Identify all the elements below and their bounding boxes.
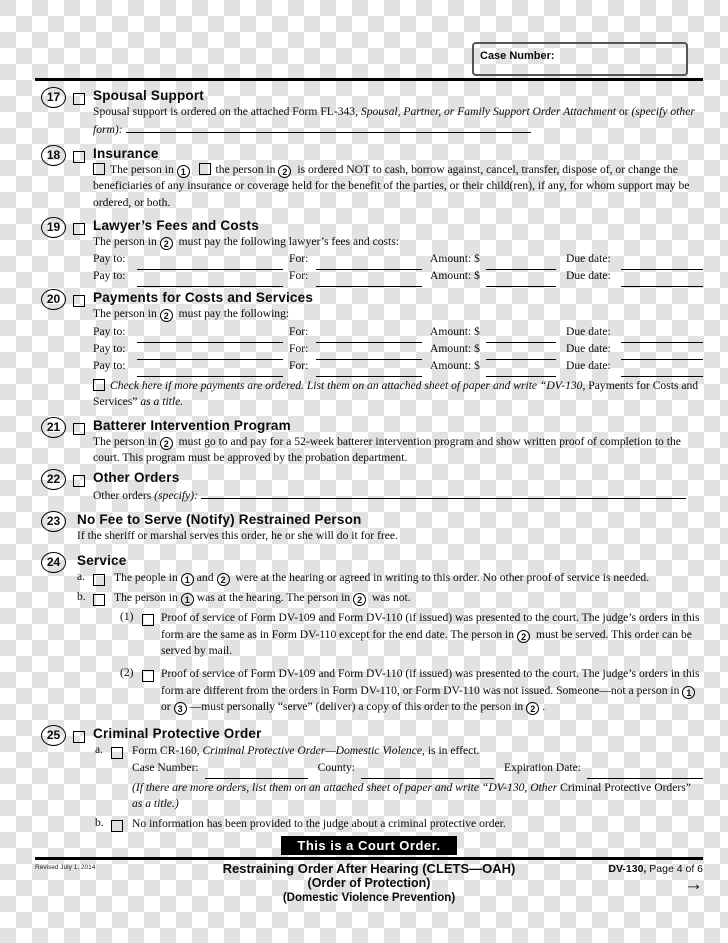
service-b-checkbox[interactable]: [93, 594, 105, 606]
section-17-body: Spousal support is ordered on the attached Form FL-343, Spousal, Partner, or Family Support Order Attachment or (specify other form):: [93, 105, 695, 137]
section-20-checkbox[interactable]: [73, 295, 85, 307]
due-date-field[interactable]: [621, 347, 703, 360]
due-date-field[interactable]: [621, 257, 703, 270]
person-2-circle: 2: [160, 437, 173, 450]
amount-field[interactable]: [486, 347, 556, 360]
section-24-service: [35, 552, 703, 715]
person-3-circle: 3: [174, 702, 187, 715]
service-item-b2: (2) Proof of service of Form DV-109 and Form DV-110 (if issued) was presented to the court. The judge’s orders in this form are different from the orders in Form DV-110, or Form DV-110 was not issued. Someone—not a person in 1or 3 —must personally “serve” (deliver) a copy of this order to the person in 2 .: [120, 666, 700, 715]
footer: [35, 860, 703, 906]
section-17-title: Spousal Support: [93, 88, 204, 103]
section-20-title: Payments for Costs and Services: [93, 290, 314, 306]
section-22-body: Other orders (specify):: [93, 486, 703, 504]
section-18-body: The person in 1 the person in 2 is ordered NOT to cash, borrow against, cancel, transfer, dispose of, or change the beneficiaries of any insurance or coverage held for the benefit of the parties, or their child(ren), if any, for whom support may be ordered, or both.: [93, 162, 690, 209]
section-18-number: 18: [41, 145, 66, 166]
cpo-county-field[interactable]: [361, 766, 494, 779]
amount-field[interactable]: [486, 364, 556, 377]
amount-field[interactable]: [486, 330, 556, 343]
section-21-batterer-program: [35, 417, 703, 467]
section-25-number: 25: [41, 725, 66, 746]
form-title-line3: (Domestic Violence Prevention): [282, 892, 456, 905]
section-22-title: Other Orders: [93, 470, 180, 486]
case-number-box[interactable]: [472, 42, 688, 76]
fee-row-1: Pay to: For: Amount: $ Due date:: [93, 250, 703, 267]
next-page-arrow-icon: →: [684, 874, 703, 896]
person-2-circle: 2: [160, 237, 173, 250]
cpo-item-b: b. No information has been provided to the judge about a criminal protective order.: [95, 815, 506, 830]
due-date-field[interactable]: [621, 274, 703, 287]
payment-row-3: Pay to: For: Amount: $ Due date:: [93, 357, 703, 374]
more-payments-note: Check here if more payments are ordered. List them on an attached sheet of paper and write “DV-130, Payments for Costs and Services” as a title.: [93, 378, 699, 409]
person-1-circle: 1: [181, 573, 194, 586]
top-divider: [35, 78, 703, 81]
section-17-spousal-support: [35, 87, 703, 139]
section-19-number: 19: [41, 217, 66, 238]
person2-checkbox[interactable]: [199, 163, 211, 175]
for-field[interactable]: [316, 330, 422, 343]
payment-row-1: Pay to: For: Amount: $ Due date:: [93, 323, 703, 340]
person-1-circle: 1: [181, 593, 194, 606]
section-23-body: If the sheriff or marshal serves this order, he or she will do it for free.: [77, 528, 398, 542]
section-22-number: 22: [41, 469, 66, 490]
cpo-a-checkbox[interactable]: [111, 747, 123, 759]
section-21-number: 21: [41, 417, 66, 438]
person-2-circle: 2: [160, 309, 173, 322]
section-21-body: The person in 2 must go to and pay for a 52-week batterer intervention program and show written proof of completion to the court. This program must be approved by the probation department.: [93, 434, 681, 465]
section-17-number: 17: [41, 87, 66, 108]
for-field[interactable]: [316, 347, 422, 360]
case-number-label: Case Number:: [480, 50, 555, 62]
cpo-fields-row: Case Number: County: Expiration Date:: [130, 759, 703, 776]
amount-field[interactable]: [486, 274, 556, 287]
cpo-case-number-field[interactable]: [205, 766, 308, 779]
section-24-number: 24: [41, 552, 66, 573]
for-field[interactable]: [316, 257, 422, 270]
person-2-circle: 2: [278, 165, 291, 178]
section-18-checkbox[interactable]: [73, 151, 85, 163]
section-25-criminal-protective-order: [35, 725, 703, 833]
person-2-circle: 2: [353, 593, 366, 606]
court-order-banner: This is a Court Order.: [281, 836, 456, 855]
section-22-checkbox[interactable]: [73, 475, 85, 487]
form-number-block: [608, 863, 703, 896]
pay-to-field[interactable]: [137, 347, 283, 360]
form-code: DV-130,: [608, 863, 647, 876]
service-item-b: b. The person in 1 was at the hearing. The person in 2 was not.: [77, 589, 411, 605]
section-20-intro: The person in 2 must pay the following:: [93, 307, 290, 322]
service-b2-checkbox[interactable]: [142, 670, 154, 682]
section-20-number: 20: [41, 289, 66, 310]
person1-checkbox[interactable]: [93, 163, 105, 175]
service-a-checkbox[interactable]: [93, 574, 105, 586]
cpo-more-orders-note: (If there are more orders, list them on an attached sheet of paper and write “DV-130, Other Criminal Protective Orders” as a title.): [132, 780, 691, 811]
other-form-field[interactable]: [126, 120, 531, 133]
section-23-number: 23: [41, 511, 66, 532]
section-25-checkbox[interactable]: [73, 731, 85, 743]
for-field[interactable]: [316, 364, 422, 377]
pay-to-field[interactable]: [137, 257, 283, 270]
section-18-insurance: [35, 145, 703, 211]
person-1-circle: 1: [177, 165, 190, 178]
fee-row-2: Pay to: For: Amount: $ Due date:: [93, 267, 703, 284]
amount-field[interactable]: [486, 257, 556, 270]
section-17-checkbox[interactable]: [73, 93, 85, 105]
person-2-circle: 2: [517, 630, 530, 643]
section-23-title: No Fee to Serve (Notify) Restrained Person: [77, 511, 362, 527]
section-19-lawyers-fees: [35, 217, 703, 284]
section-19-intro: The person in 2 must pay the following lawyer’s fees and costs:: [93, 235, 399, 250]
pay-to-field[interactable]: [137, 364, 283, 377]
service-item-a: a. The people in 1 and 2 were at the hearing or agreed in writing to this order. No other proof of service is needed.: [77, 570, 650, 586]
cpo-item-a: a. Form CR-160, Criminal Protective Order—Domestic Violence, is in effect. Case Number: County: Expiration Date: (If there are more orders, list them on an attached sheet of paper and write “DV-130, Other Criminal Protective Orders” as a title.): [111, 743, 703, 813]
revision-date: Revised July 1, 2014: [35, 864, 96, 872]
payment-row-2: Pay to: For: Amount: $ Due date:: [93, 340, 703, 357]
person-2-circle: 2: [217, 573, 230, 586]
document: [35, 0, 703, 906]
form-title-line2: (Order of Protection): [307, 876, 431, 891]
page-indicator: Page 4 of 6: [646, 863, 703, 876]
cpo-expiration-date-field[interactable]: [587, 766, 703, 779]
other-orders-field[interactable]: [201, 486, 686, 499]
pay-to-field[interactable]: [137, 274, 283, 287]
section-22-other-orders: [35, 469, 703, 504]
due-date-field[interactable]: [621, 364, 703, 377]
service-b1-checkbox[interactable]: [142, 614, 154, 626]
form-title-block: [35, 861, 703, 906]
cpo-b-checkbox[interactable]: [111, 820, 123, 832]
section-25-title: Criminal Protective Order: [93, 725, 262, 741]
form-title-line1: Restraining Order After Hearing (CLETS—OAH): [222, 861, 516, 877]
section-24-title: Service: [77, 553, 127, 569]
court-order-banner-wrap: [35, 836, 703, 855]
section-19-checkbox[interactable]: [73, 223, 85, 235]
due-date-field[interactable]: [621, 330, 703, 343]
for-field[interactable]: [316, 274, 422, 287]
service-item-b1: (1) Proof of service of Form DV-109 and Form DV-110 (if issued) was presented to the court. The judge’s orders in this form are the same as in Form DV-110 except for the end date. The person in 2 must be served. This order can be served by mail.: [120, 610, 700, 657]
section-21-checkbox[interactable]: [73, 423, 85, 435]
person-1-circle: 1: [682, 686, 695, 699]
section-23-no-fee: [35, 511, 703, 544]
section-18-title: Insurance: [93, 145, 159, 161]
section-19-title: Lawyer’s Fees and Costs: [93, 218, 259, 234]
section-20-payments: [35, 289, 703, 410]
section-21-title: Batterer Intervention Program: [93, 417, 291, 433]
more-payments-checkbox[interactable]: [93, 379, 105, 391]
pay-to-field[interactable]: [137, 330, 283, 343]
person-2-circle: 2: [526, 702, 539, 715]
